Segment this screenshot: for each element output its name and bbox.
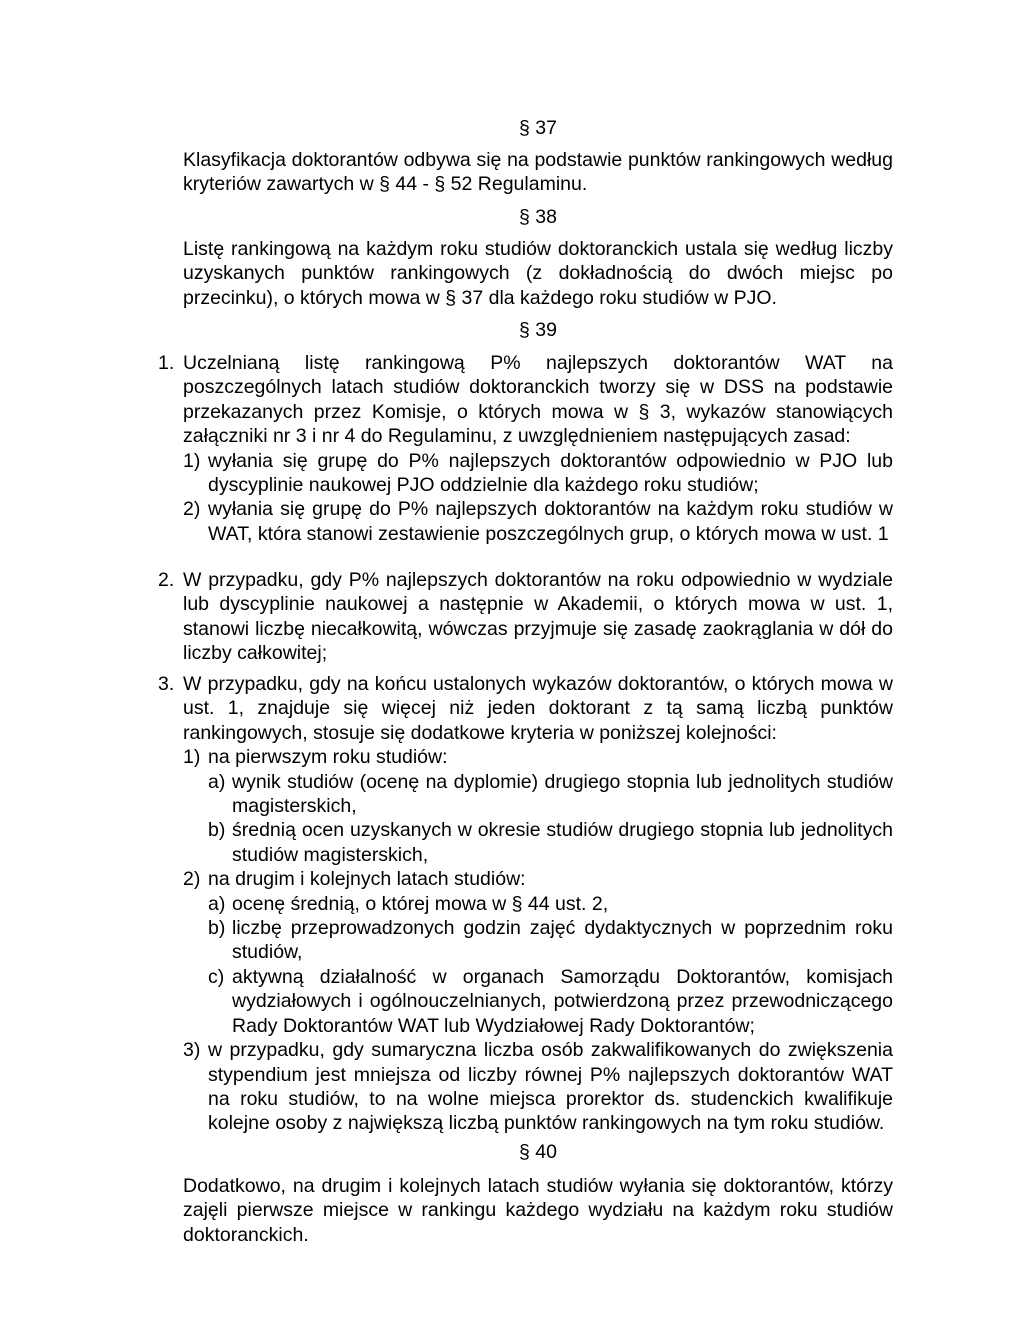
list-item <box>208 770 893 819</box>
item-text: na pierwszym roku studiów: <box>208 746 448 769</box>
list-item <box>158 568 893 666</box>
list-item <box>183 1038 893 1136</box>
list-item <box>158 351 893 449</box>
paragraph-text: W przypadku, gdy P% najlepszych doktorantów na roku odpowiednio w wydziale lub dyscyplinie naukowej a następnie w Akademii, o których mowa w ust. 1, stanowi liczbę niecałkowitą, wówczas przyjmuje się zasadę zaokrąglania w dół do liczby całkowitej; <box>183 569 893 665</box>
subitem-text: liczbę przeprowadzonych godzin zajęć dydaktycznych w poprzednim roku studiów, <box>232 917 893 964</box>
section-39-heading: § 39 <box>519 319 557 341</box>
item-text: wyłania się grupę do P% najlepszych doktorantów na każdym roku studiów w WAT, która stanowi zestawienie poszczególnych grup, o których mowa w ust. 1 <box>208 498 893 545</box>
section-40-heading: § 40 <box>519 1141 557 1163</box>
list-item <box>183 745 893 769</box>
list-item <box>183 497 893 546</box>
subitem-letter: c) <box>208 965 225 988</box>
paragraph-text: Uczelnianą listę rankingową P% najlepszych doktorantów WAT na poszczególnych latach studiów doktoranckich tworzy się w DSS na podstawie przekazanych przez Komisje, o których mowa w § 3, wykazów stanowiących załączniki nr 3 i nr 4 do Regulaminu, z uwzględnieniem następujących zasad: <box>183 352 893 448</box>
list-item <box>208 892 893 916</box>
paragraph-text: W przypadku, gdy na końcu ustalonych wykazów doktorantów, o których mowa w ust. 1, znajduje się więcej niż jeden doktorant z tą samą liczbą punktów rankingowych, stosuje się dodatkowe kryteria w poniższej kolejności: <box>183 673 893 744</box>
section-40-text: Dodatkowo, na drugim i kolejnych latach studiów wyłania się doktorantów, którzy zajęli pierwsze miejsce w rankingu każdego wydziału na każdym roku studiów doktoranckich. <box>183 1175 893 1246</box>
list-item <box>183 449 893 498</box>
item-number: 2) <box>183 868 201 891</box>
item-number: 2) <box>183 498 201 521</box>
section-39-paragraph-1 <box>0 351 1024 546</box>
paragraph-number: 2. <box>158 569 175 591</box>
paragraph-number: 3. <box>158 673 175 695</box>
list-item <box>208 916 893 965</box>
subitem-text: ocenę średnią, o której mowa w § 44 ust. 2, <box>232 892 609 915</box>
section-39-paragraph-3 <box>0 672 1024 1136</box>
item-text: na drugim i kolejnych latach studiów: <box>208 868 526 891</box>
list-item <box>183 867 893 891</box>
list-item <box>208 818 893 867</box>
item-number: 1) <box>183 746 201 769</box>
subitem-letter: b) <box>208 819 226 842</box>
subitem-letter: b) <box>208 917 226 940</box>
subitem-text: aktywną działalność w organach Samorządu Doktorantów, komisjach wydziałowych i ogólnouczelnianych, potwierdzoną przez przewodniczącego Rady Doktorantów WAT lub Wydziałowej Rady Doktorantów; <box>232 965 893 1037</box>
section-37-heading: § 37 <box>519 117 557 139</box>
list-item <box>208 965 893 1038</box>
item-number: 3) <box>183 1039 201 1062</box>
section-39-paragraph-2 <box>0 568 1024 666</box>
section-37-text: Klasyfikacja doktorantów odbywa się na podstawie punktów rankingowych według kryteriów zawartych w § 44 - § 52 Regulaminu. <box>183 149 893 196</box>
subitem-letter: a) <box>208 770 226 793</box>
subitem-text: średnią ocen uzyskanych w okresie studiów drugiego stopnia lub jednolitych studiów magisterskich, <box>232 819 893 866</box>
subitem-letter: a) <box>208 892 226 915</box>
section-38-heading: § 38 <box>519 206 557 228</box>
item-number: 1) <box>183 449 201 472</box>
item-text: w przypadku, gdy sumaryczna liczba osób zakwalifikowanych do zwiększenia stypendium jest mniejsza od liczby równej P% najlepszych doktorantów WAT na roku studiów, to na wolne miejsca prorektor ds. studenckich kwalifikuje kolejne osoby z największą liczbą punktów rankingowych na tym roku studiów. <box>208 1039 893 1135</box>
section-38-text: Listę rankingową na każdym roku studiów doktoranckich ustala się według liczby uzyskanych punktów rankingowych (z dokładnością do dwóch miejsc po przecinku), o których mowa w § 37 dla każdego roku studiów w PJO. <box>183 238 893 309</box>
list-item <box>158 672 893 745</box>
paragraph-number: 1. <box>158 352 175 374</box>
item-text: wyłania się grupę do P% najlepszych doktorantów odpowiednio w PJO lub dyscyplinie naukowej PJO oddzielnie dla każdego roku studiów; <box>208 449 893 497</box>
subitem-text: wynik studiów (ocenę na dyplomie) drugiego stopnia lub jednolitych studiów magisterskich, <box>232 770 893 818</box>
